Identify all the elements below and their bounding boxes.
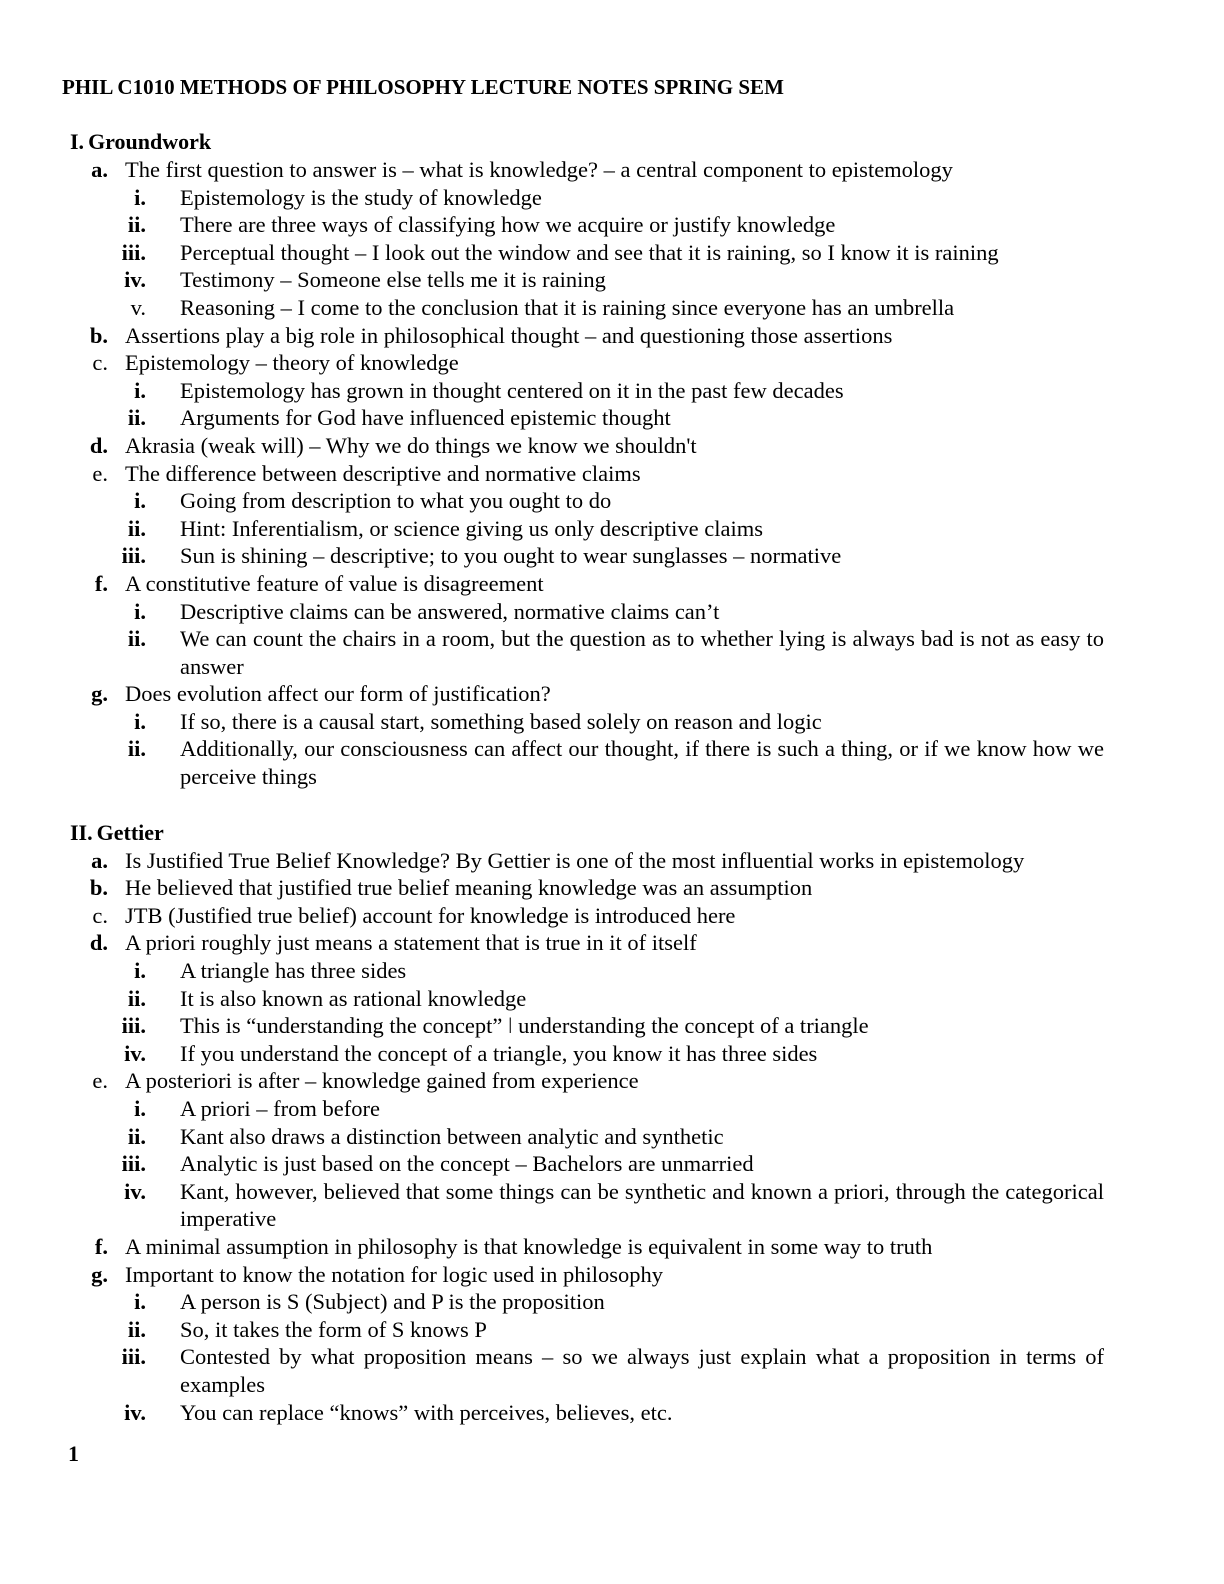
subitem-marker: i.: [134, 377, 146, 403]
subitem-marker: ii.: [127, 985, 146, 1011]
outline-subitem: [0, 598, 1224, 626]
subitem-marker: i.: [134, 708, 146, 734]
outline-subitem: [0, 542, 1224, 570]
subitem-text: This is “understanding the concept” ǀ understanding the concept of a triangle: [180, 1013, 869, 1039]
item-text: Is Justified True Belief Knowledge? By Gettier is one of the most influential works in epistemology: [125, 847, 1025, 873]
item-text: He believed that justified true belief meaning knowledge was an assumption: [125, 875, 813, 901]
subitem-marker: iii.: [121, 1344, 146, 1370]
outline-item: [0, 847, 1224, 875]
subitem-text: If so, there is a causal start, something based solely on reason and logic: [180, 708, 822, 734]
subitem-text: Hint: Inferentialism, or science giving us only descriptive claims: [180, 515, 763, 541]
subitem-marker: ii.: [127, 1316, 146, 1342]
subitem-marker: i.: [134, 488, 146, 514]
section-number: I.: [70, 129, 85, 154]
outline-subitem: [0, 1399, 1224, 1427]
outline-item: [0, 156, 1224, 184]
outline-item: [0, 349, 1224, 377]
outline-subitem: [0, 625, 1224, 680]
subitem-marker: i.: [134, 1096, 146, 1121]
item-text: A posteriori is after – knowledge gained from experience: [125, 1068, 639, 1094]
outline-item: [0, 902, 1224, 930]
outline-subitem: [0, 1178, 1224, 1233]
subitem-marker: iv.: [124, 1399, 146, 1425]
outline-subitem: [0, 1095, 1224, 1123]
item-marker: f.: [94, 570, 108, 596]
item-marker: g.: [91, 681, 108, 707]
item-text: JTB (Justified true belief) account for knowledge is introduced here: [125, 902, 736, 928]
item-text: A priori roughly just means a statement that is true in it of itself: [125, 930, 697, 956]
document-body: [0, 128, 1224, 1426]
item-text: Akrasia (weak will) – Why we do things we know we shouldn't: [125, 432, 697, 458]
outline-subitem: [0, 1288, 1224, 1316]
subitem-marker: ii.: [127, 1123, 146, 1149]
subitem-text: There are three ways of classifying how we acquire or justify knowledge: [180, 212, 836, 238]
item-text: A constitutive feature of value is disagreement: [125, 570, 544, 596]
subitem-text: So, it takes the form of S knows P: [180, 1316, 487, 1342]
subitem-text: A triangle has three sides: [180, 958, 407, 984]
document-title: PHIL C1010 METHODS OF PHILOSOPHY LECTURE NOTES SPRING SEM: [62, 75, 784, 99]
subitem-marker: ii.: [127, 736, 146, 762]
item-marker: e.: [92, 460, 108, 486]
outline-subitem: [0, 487, 1224, 515]
subitem-text: We can count the chairs in a room, but the question as to whether lying is always bad is not as easy to answer: [180, 626, 1104, 679]
subitem-text: It is also known as rational knowledge: [180, 985, 527, 1011]
subitem-marker: ii.: [127, 515, 146, 541]
item-text: Does evolution affect our form of justification?: [125, 681, 551, 707]
subitem-text: You can replace “knows” with perceives, believes, etc.: [180, 1399, 673, 1425]
subitem-marker: ii.: [127, 212, 146, 238]
outline-item: [0, 929, 1224, 957]
item-text: Epistemology – theory of knowledge: [125, 350, 459, 376]
item-marker: a.: [91, 847, 108, 873]
subitem-marker: i.: [134, 598, 146, 624]
subitem-text: Descriptive claims can be answered, normative claims can’t: [180, 598, 720, 624]
item-marker: c.: [92, 350, 108, 376]
subitem-text: Kant also draws a distinction between analytic and synthetic: [180, 1123, 724, 1149]
subitem-text: Analytic is just based on the concept – Bachelors are unmarried: [180, 1151, 754, 1177]
item-marker: e.: [92, 1068, 108, 1094]
outline-item: [0, 1261, 1224, 1289]
subitem-text: Epistemology has grown in thought centered on it in the past few decades: [180, 377, 844, 403]
item-text: The first question to answer is – what is knowledge? – a central component to epistemology: [125, 157, 953, 182]
subitem-marker: iii.: [121, 1151, 146, 1177]
item-marker: c.: [92, 902, 108, 928]
subitem-text: Testimony – Someone else tells me it is raining: [180, 267, 606, 293]
subitem-marker: iii.: [121, 239, 146, 265]
outline-item: [0, 1233, 1224, 1261]
subitem-marker: iv.: [124, 267, 146, 293]
outline-subitem: [0, 735, 1224, 790]
outline-subitem: [0, 1012, 1224, 1040]
outline-subitem: [0, 1150, 1224, 1178]
section-heading: [0, 819, 1224, 847]
item-marker: g.: [91, 1261, 108, 1287]
subitem-text: Perceptual thought – I look out the window and see that it is raining, so I know it is raining: [180, 239, 999, 265]
subitem-text: A priori – from before: [180, 1096, 380, 1121]
outline-item: [0, 460, 1224, 488]
section-title: Groundwork: [88, 129, 212, 154]
item-marker: b.: [89, 875, 108, 901]
outline-item: [0, 570, 1224, 598]
subitem-text: Going from description to what you ought to do: [180, 488, 612, 514]
subitem-text: Kant, however, believed that some things can be synthetic and known a priori, through the categorical imperative: [180, 1178, 1104, 1232]
subitem-marker: iii.: [121, 1013, 146, 1039]
outline-item: [0, 432, 1224, 460]
item-marker: d.: [89, 930, 108, 956]
page-number: 1: [68, 1441, 79, 1466]
subitem-marker: iv.: [124, 1040, 146, 1066]
section-heading: [0, 128, 1224, 156]
section-title: Gettier: [96, 819, 164, 845]
subitem-marker: i.: [134, 958, 146, 984]
subitem-text: Sun is shining – descriptive; to you ought to wear sunglasses – normative: [180, 543, 842, 569]
outline-subitem: [0, 377, 1224, 405]
item-text: Important to know the notation for logic used in philosophy: [125, 1261, 664, 1287]
item-marker: b.: [89, 322, 108, 348]
outline-subitem: [0, 1123, 1224, 1151]
outline-section: [0, 128, 1224, 791]
subitem-text: If you understand the concept of a triangle, you know it has three sides: [180, 1040, 818, 1066]
outline-subitem: [0, 1316, 1224, 1344]
subitem-marker: iv.: [124, 1178, 146, 1204]
outline-subitem: [0, 184, 1224, 212]
subitem-marker: v.: [130, 294, 146, 320]
outline-subitem: [0, 985, 1224, 1013]
subitem-text: Arguments for God have influenced epistemic thought: [180, 405, 671, 431]
outline-subitem: [0, 708, 1224, 736]
outline-section: [0, 819, 1224, 1426]
subitem-marker: ii.: [127, 405, 146, 431]
outline-subitem: [0, 1040, 1224, 1068]
item-marker: d.: [89, 432, 108, 458]
subitem-marker: iii.: [121, 543, 146, 569]
section-number: II.: [70, 819, 93, 845]
outline-subitem: [0, 211, 1224, 239]
subitem-marker: ii.: [127, 626, 146, 652]
item-marker: f.: [94, 1233, 108, 1259]
outline-item: [0, 874, 1224, 902]
outline-item: [0, 322, 1224, 350]
outline-item: [0, 680, 1224, 708]
outline-subitem: [0, 1343, 1224, 1398]
subitem-text: Reasoning – I come to the conclusion that it is raining since everyone has an umbrella: [180, 294, 955, 320]
subitem-text: Additionally, our consciousness can affect our thought, if there is such a thing, or if we know how we perceive things: [180, 736, 1104, 790]
item-text: A minimal assumption in philosophy is that knowledge is equivalent in some way to truth: [125, 1233, 933, 1259]
subitem-marker: i.: [134, 184, 146, 210]
item-marker: a.: [91, 157, 108, 182]
item-text: Assertions play a big role in philosophical thought – and questioning those assertions: [125, 322, 893, 348]
subitem-text: A person is S (Subject) and P is the proposition: [180, 1289, 605, 1315]
subitem-text: Contested by what proposition means – so we always just explain what a proposition in terms of examples: [180, 1344, 1104, 1397]
outline-subitem: [0, 294, 1224, 322]
outline-subitem: [0, 404, 1224, 432]
item-text: The difference between descriptive and normative claims: [125, 460, 641, 486]
outline-subitem: [0, 957, 1224, 985]
outline-subitem: [0, 515, 1224, 543]
subitem-text: Epistemology is the study of knowledge: [180, 184, 542, 210]
outline-item: [0, 1067, 1224, 1095]
outline-subitem: [0, 266, 1224, 294]
subitem-marker: i.: [134, 1289, 146, 1315]
outline-subitem: [0, 239, 1224, 267]
